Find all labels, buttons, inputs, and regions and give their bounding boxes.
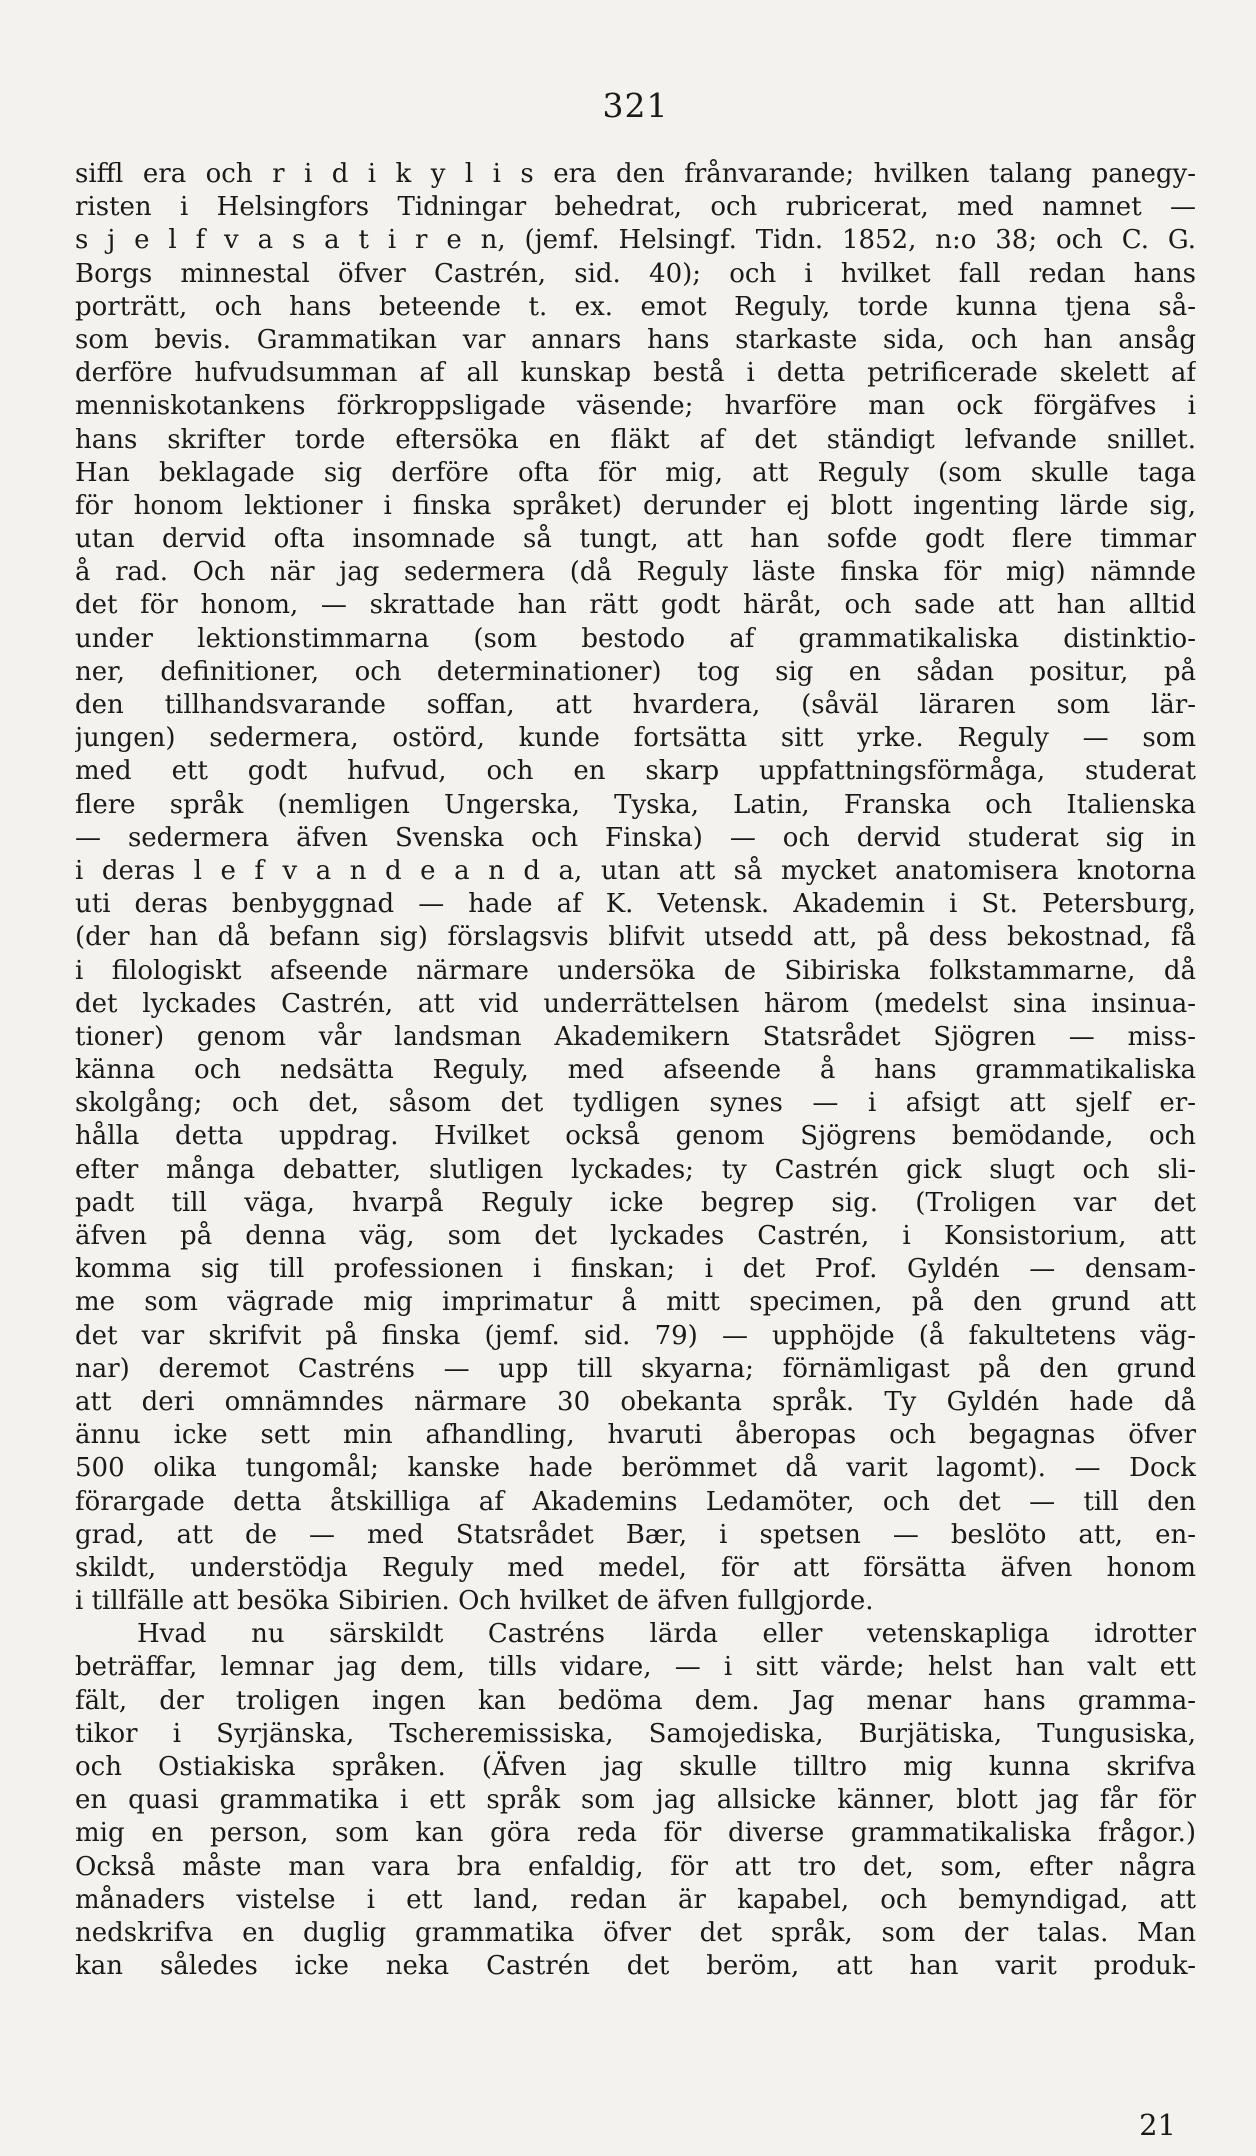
body-text	[75, 158, 1196, 1983]
text-line: med ett godt hufvud, och en skarp uppfattningsförmåga, studerat	[75, 756, 1196, 787]
text-line: skildt, understödja Reguly med medel, för att försätta äfven honom	[75, 1552, 1196, 1583]
text-line: flere språk (nemligen Ungerska, Tyska, Latin, Franska och Italienska	[75, 789, 1196, 820]
text-line: fält, der troligen ingen kan bedöma dem. Jag menar hans gramma-	[75, 1685, 1196, 1716]
text-line: i tillfälle att besöka Sibirien. Och hvilket de äfven fullgjorde.	[75, 1586, 874, 1617]
text-line: me som vägrade mig imprimatur å mitt specimen, på den grund att	[75, 1287, 1196, 1318]
text-line: skolgång; och det, såsom det tydligen synes — i afsigt att sjelf er-	[75, 1088, 1196, 1119]
text-line: menniskotankens förkroppsligade väsende; hvarföre man ock förgäfves i	[75, 391, 1196, 422]
text-line: — sedermera äfven Svenska och Finska) — och dervid studerat sig in	[75, 822, 1196, 853]
text-line: jungen) sedermera, ostörd, kunde fortsätta sitt yrke. Reguly — som	[75, 723, 1196, 754]
text-line: under lektionstimmarna (som bestodo af grammatikaliska distinktio-	[75, 623, 1196, 654]
text-line: 500 olika tungomål; kanske hade berömmet då varit lagomt). — Dock	[75, 1453, 1196, 1484]
text-line: mig en person, som kan göra reda för diverse grammatikaliska frågor.)	[75, 1818, 1196, 1849]
text-line: tikor i Syrjänska, Tscheremissiska, Samojediska, Burjätiska, Tungusiska,	[75, 1718, 1196, 1749]
text-line: nedskrifva en duglig grammatika öfver det språk, som der talas. Man	[75, 1917, 1196, 1948]
text-line: Också måste man vara bra enfaldig, för att tro det, som, efter några	[75, 1851, 1196, 1882]
text-line: känna och nedsätta Reguly, med afseende å hans grammatikaliska	[75, 1055, 1196, 1086]
text-line: och Ostiakiska språken. (Äfven jag skulle tilltro mig kunna skrifva	[75, 1752, 1196, 1782]
text-line: kan således icke neka Castrén det beröm, att han varit produk-	[75, 1951, 1196, 1982]
text-line: porträtt, och hans beteende t. ex. emot Reguly, torde kunna tjena så-	[75, 291, 1196, 322]
page-signature: 21	[1139, 2108, 1176, 2142]
text-line: det var skrifvit på finska (jemf. sid. 79) — upphöjde (å fakultetens väg-	[75, 1320, 1196, 1351]
text-line: risten i Helsingfors Tidningar behedrat, och rubricerat, med namnet —	[75, 192, 1196, 223]
text-line: siffl era och r i d i k y l i s era den frånvarande; hvilken talang panegy-	[75, 159, 1196, 189]
text-line: Han beklagade sig derföre ofta för mig, att Reguly (som skulle taga	[75, 457, 1196, 488]
text-line: uti deras benbyggnad — hade af K. Vetensk. Akademin i St. Petersburg,	[75, 889, 1196, 920]
text-line: hans skrifter torde eftersöka en fläkt af det ständigt lefvande snillet.	[75, 424, 1196, 455]
page-number: 321	[602, 86, 669, 125]
text-line: Borgs minnestal öfver Castrén, sid. 40); och i hvilket fall redan hans	[75, 258, 1196, 289]
text-line: hålla detta uppdrag. Hvilket också genom Sjögrens bemödande, och	[75, 1121, 1196, 1152]
text-line: tioner) genom vår landsman Akademikern Statsrådet Sjögren — miss-	[75, 1021, 1196, 1052]
text-line: utan dervid ofta insomnade så tungt, att han sofde godt flere timmar	[75, 524, 1196, 555]
text-line: beträffar, lemnar jag dem, tills vidare, — i sitt värde; helst han valt ett	[75, 1652, 1196, 1683]
text-line: som bevis. Grammatikan var annars hans starkaste sida, och han ansåg	[75, 324, 1196, 355]
text-line: äfven på denna väg, som det lyckades Castrén, i Konsistorium, att	[75, 1221, 1196, 1251]
text-line: ner, definitioner, och determinationer) tog sig en sådan positur, på	[75, 656, 1196, 687]
text-line: det för honom, — skrattade han rätt godt häråt, och sade att han alltid	[75, 590, 1196, 621]
text-line: månaders vistelse i ett land, redan är kapabel, och bemyndigad, att	[75, 1884, 1196, 1915]
text-line: derföre hufvudsumman af all kunskap bestå i detta petrificerade skelett af	[75, 358, 1196, 389]
text-line: å rad. Och när jag sedermera (då Reguly läste finska för mig) nämnde	[75, 557, 1196, 588]
text-line: förargade detta åtskilliga af Akademins Ledamöter, och det — till den	[75, 1486, 1196, 1517]
text-line: Hvad nu särskildt Castréns lärda eller vetenskapliga idrotter	[137, 1619, 1196, 1650]
text-line: padt till väga, hvarpå Reguly icke begrep sig. (Troligen var det	[75, 1187, 1196, 1218]
text-line: i filologiskt afseende närmare undersöka de Sibiriska folkstammarne, då	[75, 955, 1196, 986]
text-line: nar) deremot Castréns — upp till skyarna; förnämligast på den grund	[75, 1353, 1196, 1384]
text-line: komma sig till professionen i finskan; i det Prof. Gyldén — densam-	[75, 1254, 1196, 1285]
text-line: s j e l f v a s a t i r e n, (jemf. Helsingf. Tidn. 1852, n:o 38; och C. G.	[75, 225, 1196, 256]
text-line: för honom lektioner i finska språket) derunder ej blott ingenting lärde sig,	[75, 490, 1196, 521]
text-line: (der han då befann sig) förslagsvis blifvit utsedd att, på dess bekostnad, få	[75, 922, 1196, 953]
text-line: grad, att de — med Statsrådet Bær, i spetsen — beslöto att, en-	[75, 1519, 1196, 1550]
text-line: en quasi grammatika i ett språk som jag allsicke känner, blott jag får för	[75, 1785, 1196, 1816]
text-line: ännu icke sett min afhandling, hvaruti åberopas och begagnas öfver	[75, 1420, 1196, 1451]
text-line: i deras l e f v a n d e a n d a, utan att så mycket anatomisera knotorna	[75, 855, 1196, 886]
text-line: efter många debatter, slutligen lyckades; ty Castrén gick slugt och sli-	[75, 1154, 1196, 1185]
text-line: den tillhandsvarande soffan, att hvardera, (såväl läraren som lär-	[75, 690, 1196, 720]
text-line: det lyckades Castrén, att vid underrättelsen härom (medelst sina insinua-	[75, 988, 1196, 1019]
text-line: att deri omnämndes närmare 30 obekanta språk. Ty Gyldén hade då	[75, 1386, 1196, 1417]
